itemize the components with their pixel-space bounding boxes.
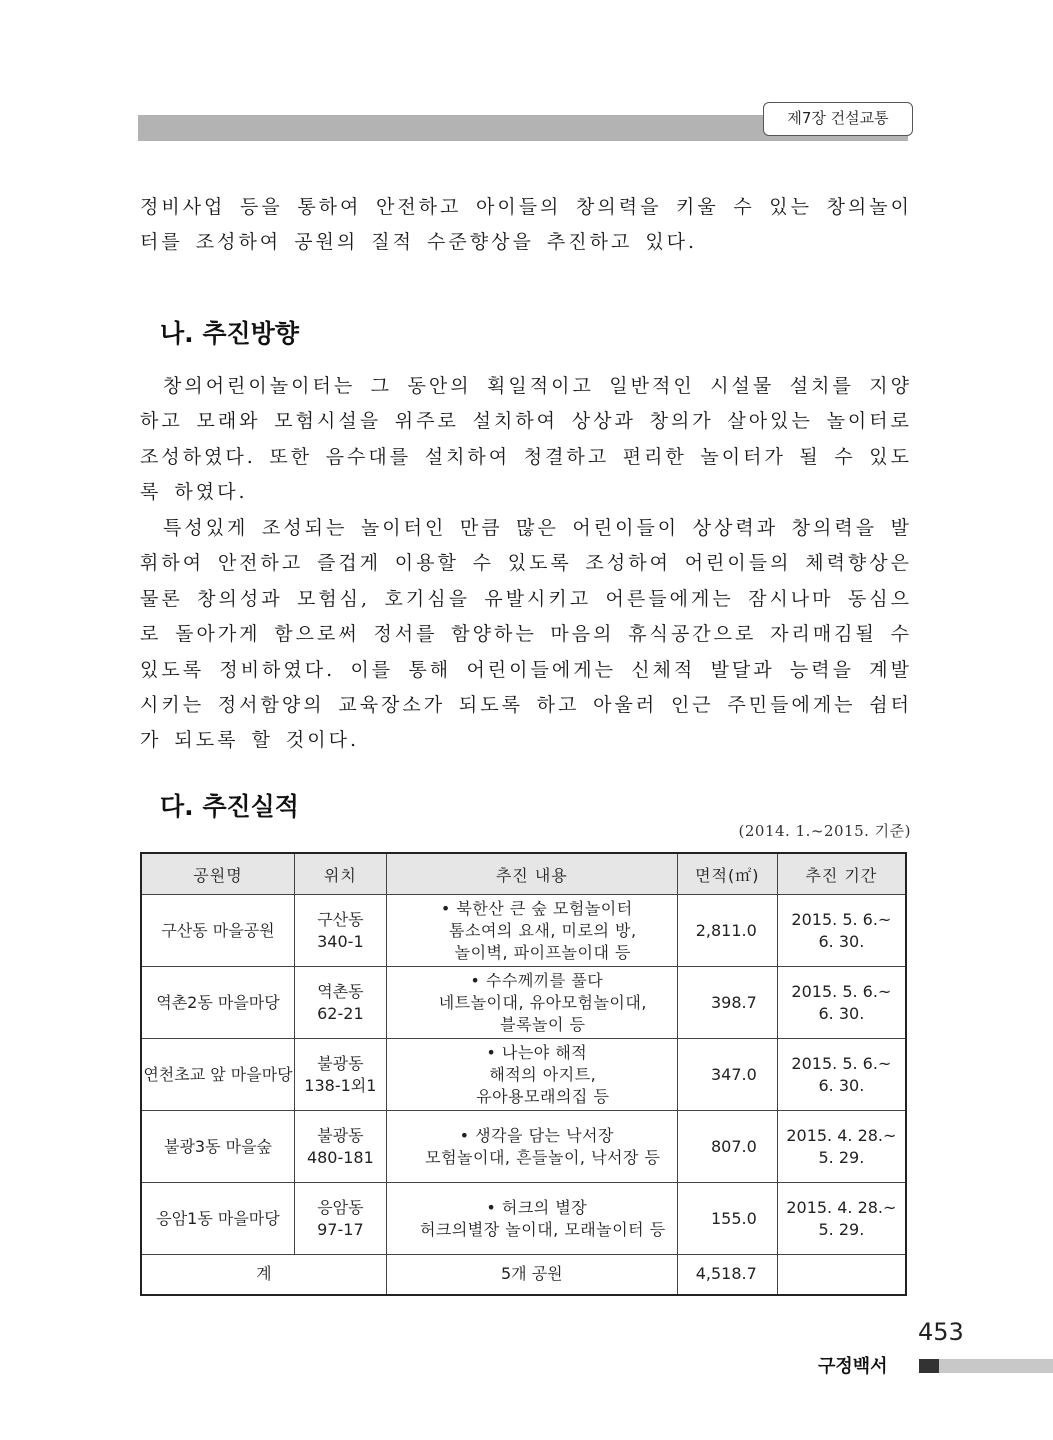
section-heading-results: 다. 추진실적: [160, 792, 299, 821]
park-period: 2015. 4. 28.~ 5. 29.: [777, 1183, 906, 1255]
direction-paragraph-2: 특성있게 조성되는 놀이터인 만큼 많은 어린이들이 상상력과 창의력을 발휘하여 안전하고 즐겁게 이용할 수 있도록 조성하여 어린이들의 체력향상은 물론 창의성과 모험심, 호기심을 유발시키고 어른들에게는 잠시나마 동심으로 돌아가게 함으로써 정서를 함양하는 마음의 휴식공간으로 자리매김될 수 있도록 정비하였다. 이를 통해 어린이들에게는 신체적 발달과 능력을 계발시키는 정서함양의 교육장소가 되도록 하고 아울러 인근 주민들에게는 쉼터가 되도록 할 것이다.: [140, 517, 912, 752]
total-period: [777, 1255, 906, 1295]
park-area: 347.0: [677, 1039, 777, 1111]
park-location: 불광동 138-1외1: [294, 1039, 386, 1111]
total-content: 5개 공원: [386, 1255, 677, 1295]
park-content: • 수수께끼를 풀다 네트놀이대, 유아모험놀이대, 블록놀이 등: [386, 967, 677, 1039]
header-content: 추진 내용: [386, 853, 677, 895]
page-number: 453: [918, 1318, 964, 1346]
park-content: • 나는야 해적 해적의 아지트, 유아용모래의집 등: [386, 1039, 677, 1111]
table-row: [141, 1111, 906, 1183]
header-period: 추진 기간: [777, 853, 906, 895]
header-area: 면적(㎡): [677, 853, 777, 895]
chapter-label: 제7장 건설교통: [763, 102, 913, 136]
table-total-row: [141, 1255, 906, 1295]
park-location: 구산동 340-1: [294, 895, 386, 967]
park-area: 807.0: [677, 1111, 777, 1183]
park-area: 155.0: [677, 1183, 777, 1255]
park-name: 역촌2동 마을마당: [141, 967, 294, 1039]
park-content: • 북한산 큰 숲 모험놀이터 톰소여의 요새, 미로의 방, 놀이벽, 파이프놀이대 등: [386, 895, 677, 967]
results-table: [140, 852, 907, 1296]
park-content: • 생각을 담는 낙서장 모험놀이대, 흔들놀이, 낙서장 등: [386, 1111, 677, 1183]
header-park-name: 공원명: [141, 853, 294, 895]
table-row: [141, 1039, 906, 1111]
park-location: 응암동 97-17: [294, 1183, 386, 1255]
park-area: 398.7: [677, 967, 777, 1039]
section-heading-direction: 나. 추진방향: [160, 319, 299, 348]
total-area: 4,518.7: [677, 1255, 777, 1295]
table-header-row: [141, 853, 906, 895]
header-location: 위치: [294, 853, 386, 895]
footer-bar-light: [939, 1359, 1053, 1373]
park-location: 불광동 480-181: [294, 1111, 386, 1183]
footer-bar-dark: [919, 1359, 939, 1373]
park-name: 구산동 마을공원: [141, 895, 294, 967]
intro-paragraph: 정비사업 등을 통하여 안전하고 아이들의 창의력을 키울 수 있는 창의놀이터를 조성하여 공원의 질적 수준향상을 추진하고 있다.: [140, 196, 912, 254]
table-row: [141, 967, 906, 1039]
park-name: 불광3동 마을숲: [141, 1111, 294, 1183]
park-period: 2015. 4. 28.~ 5. 29.: [777, 1111, 906, 1183]
park-name: 응암1동 마을마당: [141, 1183, 294, 1255]
park-area: 2,811.0: [677, 895, 777, 967]
park-content: • 허크의 별장 허크의별장 놀이대, 모래놀이터 등: [386, 1183, 677, 1255]
park-period: 2015. 5. 6.~ 6. 30.: [777, 895, 906, 967]
park-location: 역촌동 62-21: [294, 967, 386, 1039]
table-row: [141, 895, 906, 967]
table-basis-note: (2014. 1.~2015. 기준): [738, 822, 911, 840]
book-title: 구정백서: [818, 1356, 888, 1377]
park-period: 2015. 5. 6.~ 6. 30.: [777, 967, 906, 1039]
direction-paragraph-1: 창의어린이놀이터는 그 동안의 획일적이고 일반적인 시설물 설치를 지양하고 모래와 모험시설을 위주로 설치하여 상상과 창의가 살아있는 놀이터로 조성하였다. 또한 음수대를 설치하여 청결하고 편리한 놀이터가 될 수 있도록 하였다.: [140, 375, 912, 504]
park-period: 2015. 5. 6.~ 6. 30.: [777, 1039, 906, 1111]
total-label: 계: [141, 1255, 386, 1295]
park-name: 연천초교 앞 마을마당: [141, 1039, 294, 1111]
table-row: [141, 1183, 906, 1255]
